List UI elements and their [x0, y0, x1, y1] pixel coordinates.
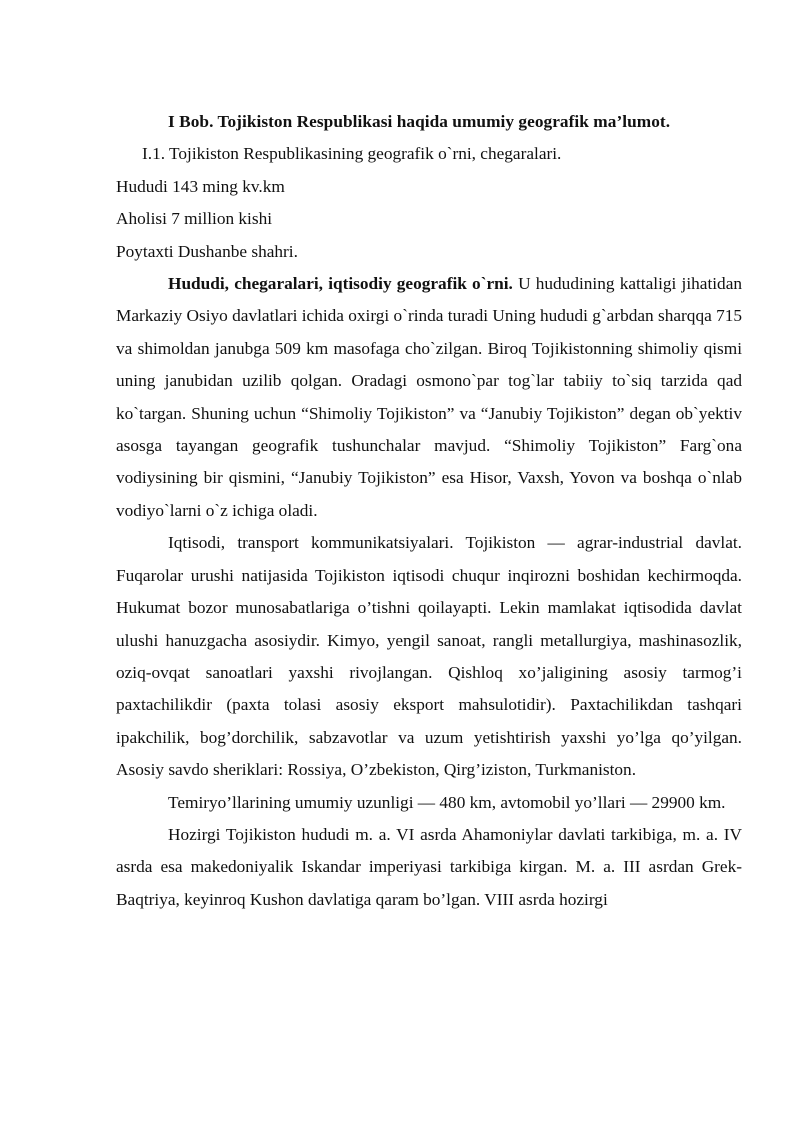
- fact-capital: Poytaxti Dushanbe shahri.: [116, 241, 298, 261]
- paragraph-transport: Temiryo’llarining umumiy uzunligi — 480 km, avtomobil yo’llari — 29900 km.: [168, 792, 726, 812]
- paragraph-geography-body: U hududining kattaligi jihatidan Markaziy Osiyo davlatlari ichida oxirgi o`rinda turadi Uning hududi g`arbdan sharqqa 715 va shimoldan janubga 509 km masofaga cho`zilgan. Biroq Tojikistonning shimoliy qismi uning janubidan uzilib qolgan. Oradagi osmono`par tog`lar tabiiy to`siq tarzida qad ko`targan. Shuning uchun “Shimoliy Tojikiston” va “Janubiy Tojikiston” degan ob`yektiv asosga tayangan geografik tushunchalar mavjud. “Shimoliy Tojikiston” Farg`ona vodiysining bir qismini, “Janubiy Tojikiston” esa Hisor, Vaxsh, Yovon va boshqa o`nlab vodiyo`larni o`z ichiga oladi.: [116, 274, 742, 520]
- paragraph-geography: [116, 268, 742, 527]
- section-title: I.1. Tojikiston Respublikasining geografik o`rni, chegaralari.: [142, 144, 562, 164]
- paragraph-economy: Iqtisodi, transport kommunikatsiyalari. Tojikiston — agrar-industrial davlat. Fuqarolar urushi natijasida Tojikiston iqtisodi chuqur inqirozni boshidan kechirmoqda. Hukumat bozor munosabatlariga o’tishni qoilayapti. Lekin mamlakat iqtisodida davlat ulushi hanuzgacha asosiydir. Kimyo, yengil sanoat, rangli metallurgiya, mashinasozlik, oziq-ovqat sanoatlari yaxshi rivojlangan. Qishloq xo’jaligining asosiy tarmog’i paxtachilikdir (paxta tolasi asosiy eksport mahsulotidir). Paxtachilikdan tashqari ipakchilik, bog’dorchilik, sabzavotlar va uzum yetishtirish yaxshi yo’lga qo’yilgan. Asosiy savdo sheriklari: Rossiya, O’zbekiston, Qirg’iziston, Turkmaniston.: [116, 533, 742, 780]
- fact-population: Aholisi 7 million kishi: [116, 209, 273, 229]
- paragraph-geography-lead: Hududi, chegaralari, iqtisodiy geografik o`rni.: [168, 274, 513, 294]
- chapter-title: I Bob. Tojikiston Respublikasi haqida umumiy geografik ma’lumot.: [168, 112, 671, 131]
- fact-area: Hududi 143 ming kv.km: [116, 176, 285, 196]
- paragraph-history: Hozirgi Tojikiston hududi m. a. VI asrda Ahamoniylar davlati tarkibiga, m. a. IV asrda esa makedoniyalik Iskandar imperiyasi tarkibiga kirgan. M. a. III asrdan Grek-Baqtriya, keyinroq Kushon davlatiga qaram bo’lgan. VIII asrda hozirgi: [116, 824, 742, 909]
- document-body: [116, 106, 742, 916]
